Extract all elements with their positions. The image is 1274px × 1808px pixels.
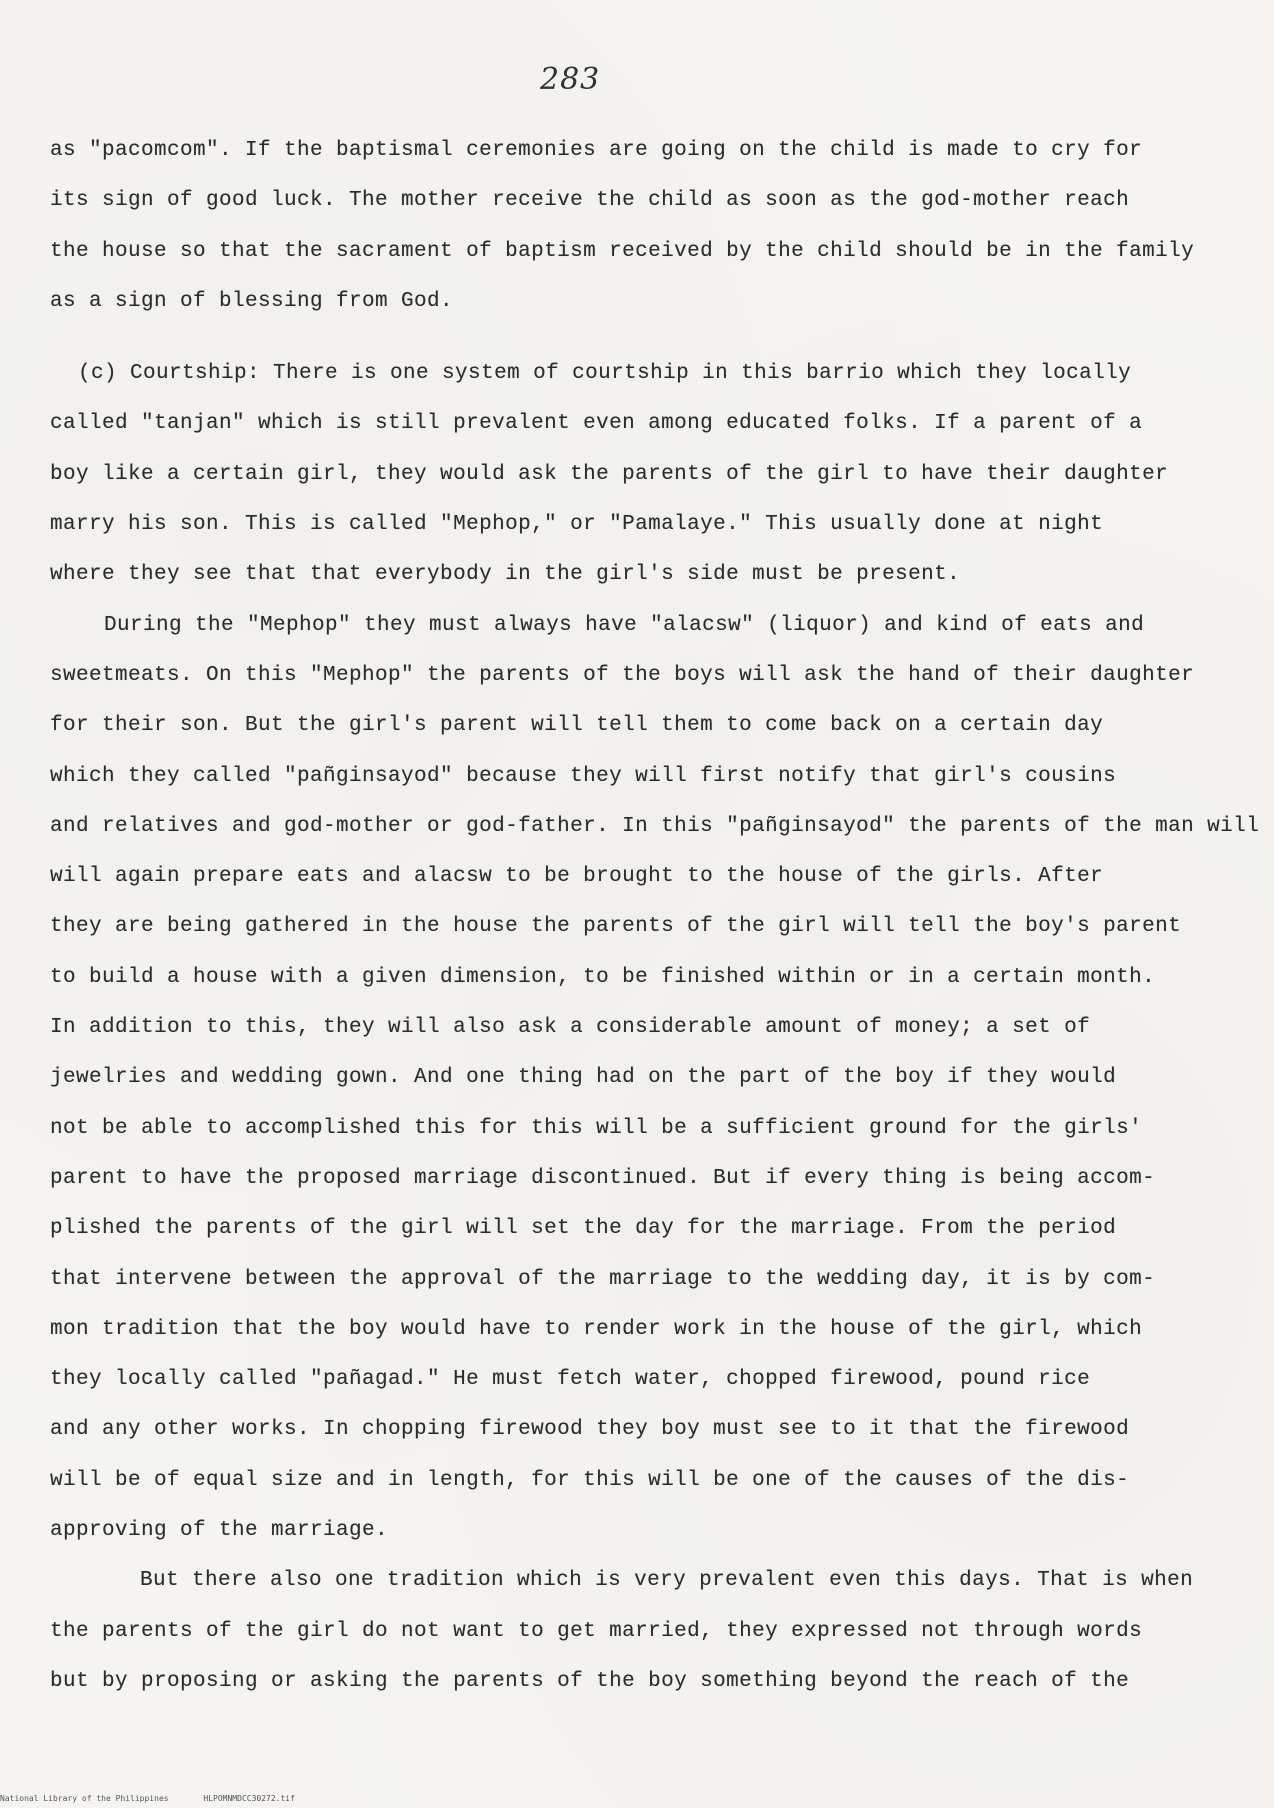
text-line: approving of the marriage. bbox=[50, 1519, 389, 1543]
text-line: During the "Mephop" they must always have "alacsw" (liquor) and kind of eats and bbox=[104, 613, 1145, 637]
text-line: and relatives and god-mother or god-father. In this "pañginsayod" the parents of the man will bbox=[50, 814, 1260, 838]
text-line: jewelries and wedding gown. And one thing had on the part of the boy if they would bbox=[50, 1066, 1117, 1090]
text-line: marry his son. This is called "Mephop," or "Pamalaye." This usually done at night bbox=[50, 513, 1104, 537]
text-line: will again prepare eats and alacsw to be brought to the house of the girls. After bbox=[50, 865, 1104, 889]
text-line: plished the parents of the girl will set the day for the marriage. From the period bbox=[50, 1217, 1117, 1241]
text-line: the parents of the girl do not want to get married, they expressed not through words bbox=[50, 1619, 1143, 1643]
scan-footer bbox=[0, 1794, 325, 1808]
paragraph-gap bbox=[50, 327, 1230, 349]
text-line: But there also one tradition which is very prevalent even this days. That is when bbox=[140, 1569, 1194, 1593]
text-line: as "pacomcom". If the baptismal ceremonies are going on the child is made to cry for bbox=[50, 139, 1143, 162]
text-line: which they called "pañginsayod" because they will first notify that girl's cousins bbox=[50, 764, 1117, 788]
text-line: but by proposing or asking the parents of the boy something beyond the reach of the bbox=[50, 1669, 1130, 1693]
text-line: to build a house with a given dimension, to be finished within or in a certain month. bbox=[50, 965, 1156, 989]
text-line: and any other works. In chopping firewood they boy must see to it that the firewood bbox=[50, 1418, 1130, 1442]
text-line: boy like a certain girl, they would ask the parents of the girl to have their daughter bbox=[50, 462, 1169, 486]
paragraph bbox=[50, 1556, 1230, 1707]
text-line: as a sign of blessing from God. bbox=[50, 289, 454, 313]
text-line: will be of equal size and in length, for this will be one of the causes of the dis- bbox=[50, 1468, 1130, 1492]
text-line: sweetmeats. On this "Mephop" the parents of the boys will ask the hand of their daughter bbox=[50, 663, 1195, 687]
page-number: 283 bbox=[540, 62, 601, 97]
text-line: not be able to accomplished this for this will be a sufficient ground for the girls' bbox=[50, 1116, 1143, 1140]
text-line: the house so that the sacrament of baptism received by the child should be in the family bbox=[50, 239, 1195, 263]
text-line: that intervene between the approval of the marriage to the wedding day, it is by com- bbox=[50, 1267, 1156, 1291]
text-line: In addition to this, they will also ask a considerable amount of money; a set of bbox=[50, 1016, 1091, 1040]
text-line: they are being gathered in the house the parents of the girl will tell the boy's parent bbox=[50, 915, 1182, 939]
footer-file-name: HLPOMNMDCC30272.tif bbox=[203, 1794, 295, 1803]
paragraph bbox=[50, 126, 1230, 327]
text-line: its sign of good luck. The mother receive the child as soon as the god-mother reach bbox=[50, 189, 1130, 213]
text-line: (c) Courtship: There is one system of courtship in this barrio which they locally bbox=[78, 362, 1132, 386]
text-line: mon tradition that the boy would have to render work in the house of the girl, which bbox=[50, 1317, 1143, 1341]
text-line: they locally called "pañagad." He must fetch water, chopped firewood, pound rice bbox=[50, 1368, 1091, 1392]
footer-library-name: National Library of the Philippines bbox=[0, 1794, 169, 1803]
paragraph bbox=[50, 601, 1260, 1557]
text-line: called "tanjan" which is still prevalent even among educated folks. If a parent of a bbox=[50, 412, 1143, 436]
text-line: where they see that that everybody in the girl's side must be present. bbox=[50, 563, 961, 587]
document-body bbox=[50, 126, 1260, 1707]
text-line: parent to have the proposed marriage discontinued. But if every thing is being accom- bbox=[50, 1166, 1156, 1190]
text-line: for their son. But the girl's parent will tell them to come back on a certain day bbox=[50, 714, 1104, 738]
paragraph bbox=[50, 349, 1230, 600]
